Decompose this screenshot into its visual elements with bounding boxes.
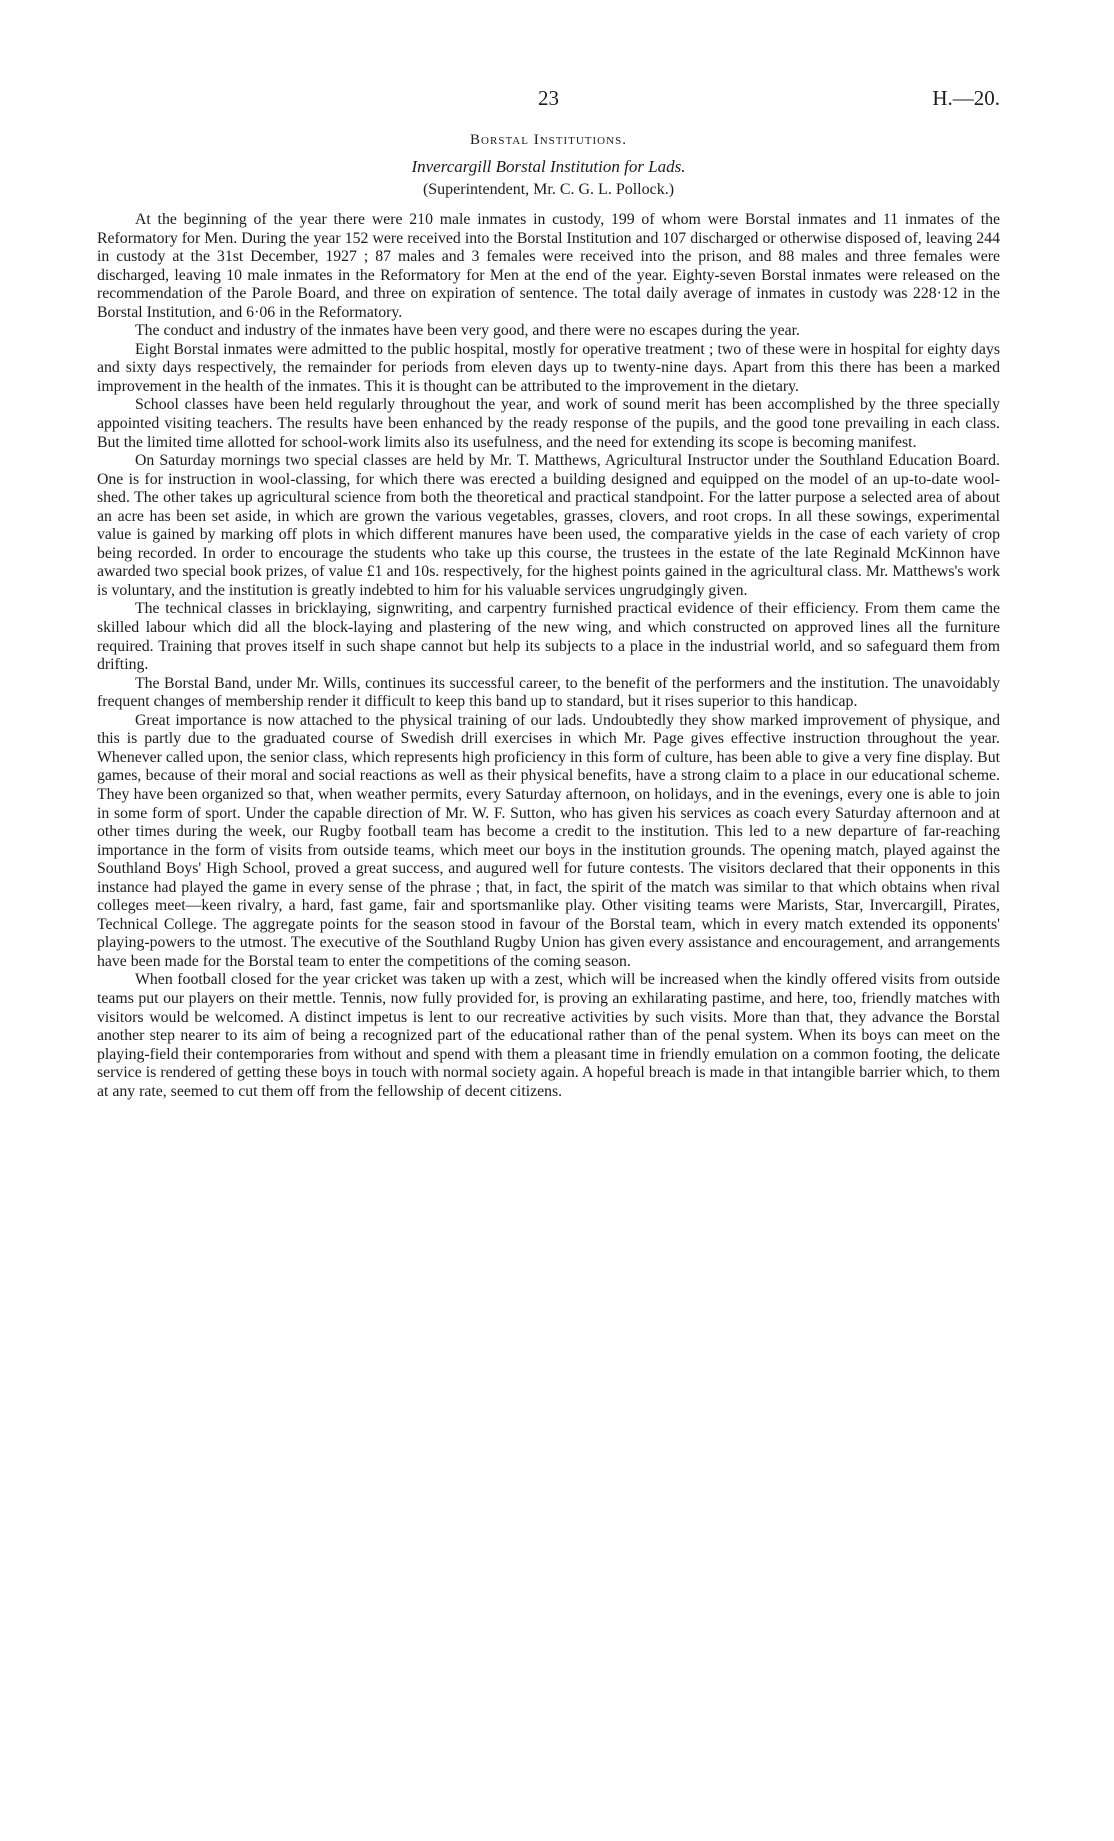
paragraph: The technical classes in bricklaying, signwriting, and carpentry furnished practical evidence of their efficiency. From them came the skilled labour which did all the block-laying and plastering of the new wing, and which constructed on approved lines all the furniture required. Training that proves itself in such shape cannot but help its subjects to a place in the industrial world, and so safeguard them from drifting. [97,600,1000,674]
paragraph: School classes have been held regularly throughout the year, and work of sound merit has been accomplished by the three specially appointed visiting teachers. The results have been enhanced by the ready response of the pupils, and the good tone prevailing in each class. But the limited time allotted for school-work limits also its usefulness, and the need for extending its scope is becoming manifest. [97,396,1000,451]
section-title: Borstal Institutions. [470,132,627,148]
document-reference: H.—20. [932,86,1000,110]
paragraph: At the beginning of the year there were 210 male inmates in custody, 199 of whom were Borstal inmates and 11 inmates of the Reformatory for Men. During the year 152 were received into the Borstal Institution and 107 discharged or otherwise disposed of, leaving 244 in custody at the 31st December, 1927 ; 87 males and 3 females were received into the prison, and 88 males and three females were discharged, leaving 10 male inmates in the Reformatory for Men at the end of the year. Eighty-seven Borstal inmates were released on the recommendation of the Parole Board, and three on expiration of sentence. The total daily average of inmates in custody was 228·12 in the Borstal Institution, and 6·06 in the Reformatory. [97,211,1000,321]
document-page [97,86,1000,1101]
paragraph: Great importance is now attached to the physical training of our lads. Undoubtedly they show marked improvement of physique, and this is partly due to the graduated course of Swedish drill exercises in which Mr. Page gives effective instruction throughout the year. Whenever called upon, the senior class, which represents high proficiency in this form of culture, has been able to give a very fine display. But games, because of their moral and social reactions as well as their physical benefits, have a strong claim to a place in our educational scheme. They have been organized so that, when weather permits, every Saturday afternoon, on holidays, and in the evenings, every one is able to join in some form of sport. Under the capable direction of Mr. W. F. Sutton, who has given his services as coach every Saturday afternoon and at other times during the week, our Rugby football team has become a credit to the institution. This led to a new departure of far-reaching importance in the form of visits from outside teams, which meet our boys in the institution grounds. The opening match, played against the Southland Boys' High School, proved a great success, and augured well for future contests. The visitors declared that their opponents in this instance had played the game in every sense of the phrase ; that, in fact, the spirit of the match was similar to that which obtains when rival colleges meet—keen rivalry, a hard, fast game, fair and sportsmanlike play. Other visiting teams were Marists, Star, Invercargill, Pirates, Technical College. The aggregate points for the season stood in favour of the Borstal team, which in every match extended its opponents' playing-powers to the utmost. The executive of the Southland Rugby Union has given every assistance and encouragement, and arrangements have been made for the Borstal team to enter the competitions of the coming season. [97,711,1000,970]
page-number: 23 [538,86,559,110]
superintendent-line: (Superintendent, Mr. C. G. L. Pollock.) [422,181,675,198]
body-text [97,211,1000,1101]
paragraph: The Borstal Band, under Mr. Wills, continues its successful career, to the benefit of the performers and the institution. The unavoidably frequent changes of membership render it difficult to keep this band up to standard, but it rises superior to this handicap. [97,674,1000,711]
paragraph: On Saturday mornings two special classes are held by Mr. T. Matthews, Agricultural Instructor under the Southland Education Board. One is for instruction in wool-classing, for which there was erected a building designed and equipped on the model of an up-to-date wool-shed. The other takes up agricultural science from both the theoretical and practical standpoint. For the latter purpose a selected area of about an acre has been set aside, in which are grown the various vegetables, grasses, clovers, and root crops. In all these sowings, experimental value is gained by marking off plots in which different manures have been used, the comparative yields in the case of each variety of crop being recorded. In order to encourage the students who take up this course, the trustees in the estate of the late Reginald McKinnon have awarded two special book prizes, of value £1 and 10s. respectively, for the highest points gained in the agricultural class. Mr. Matthews's work is voluntary, and the institution is greatly indebted to him for his valuable services ungrudgingly given. [97,452,1000,599]
page-header [97,86,1000,120]
paragraph: When football closed for the year cricket was taken up with a zest, which will be increased when the kindly offered visits from outside teams put our players on their mettle. Tennis, now fully provided for, is proving an exhilarating pastime, and here, too, friendly matches with visitors would be welcomed. A distinct impetus is lent to our recreative activities by such visits. More than that, they advance the Borstal another step nearer to its aim of being a recognized part of the educational rather than of the penal system. When its boys can meet on the playing-field their contemporaries from without and spend with them a pleasant time in friendly emulation on a common footing, the delicate service is rendered of getting these boys in touch with normal society again. A hopeful breach is made in that intangible barrier which, to them at any rate, seemed to cut them off from the fellowship of decent citizens. [97,971,1000,1100]
paragraph: The conduct and industry of the inmates have been very good, and there were no escapes during the year. [135,322,800,340]
paragraph: Eight Borstal inmates were admitted to the public hospital, mostly for operative treatment ; two of these were in hospital for eighty days and sixty days respectively, the remainder for periods from eleven days up to twenty-nine days. Apart from this there has been a marked improvement in the health of the inmates. This it is thought can be attributed to the improvement in the dietary. [97,340,1000,395]
institution-subtitle: Invercargill Borstal Institution for Lads. [411,157,686,176]
